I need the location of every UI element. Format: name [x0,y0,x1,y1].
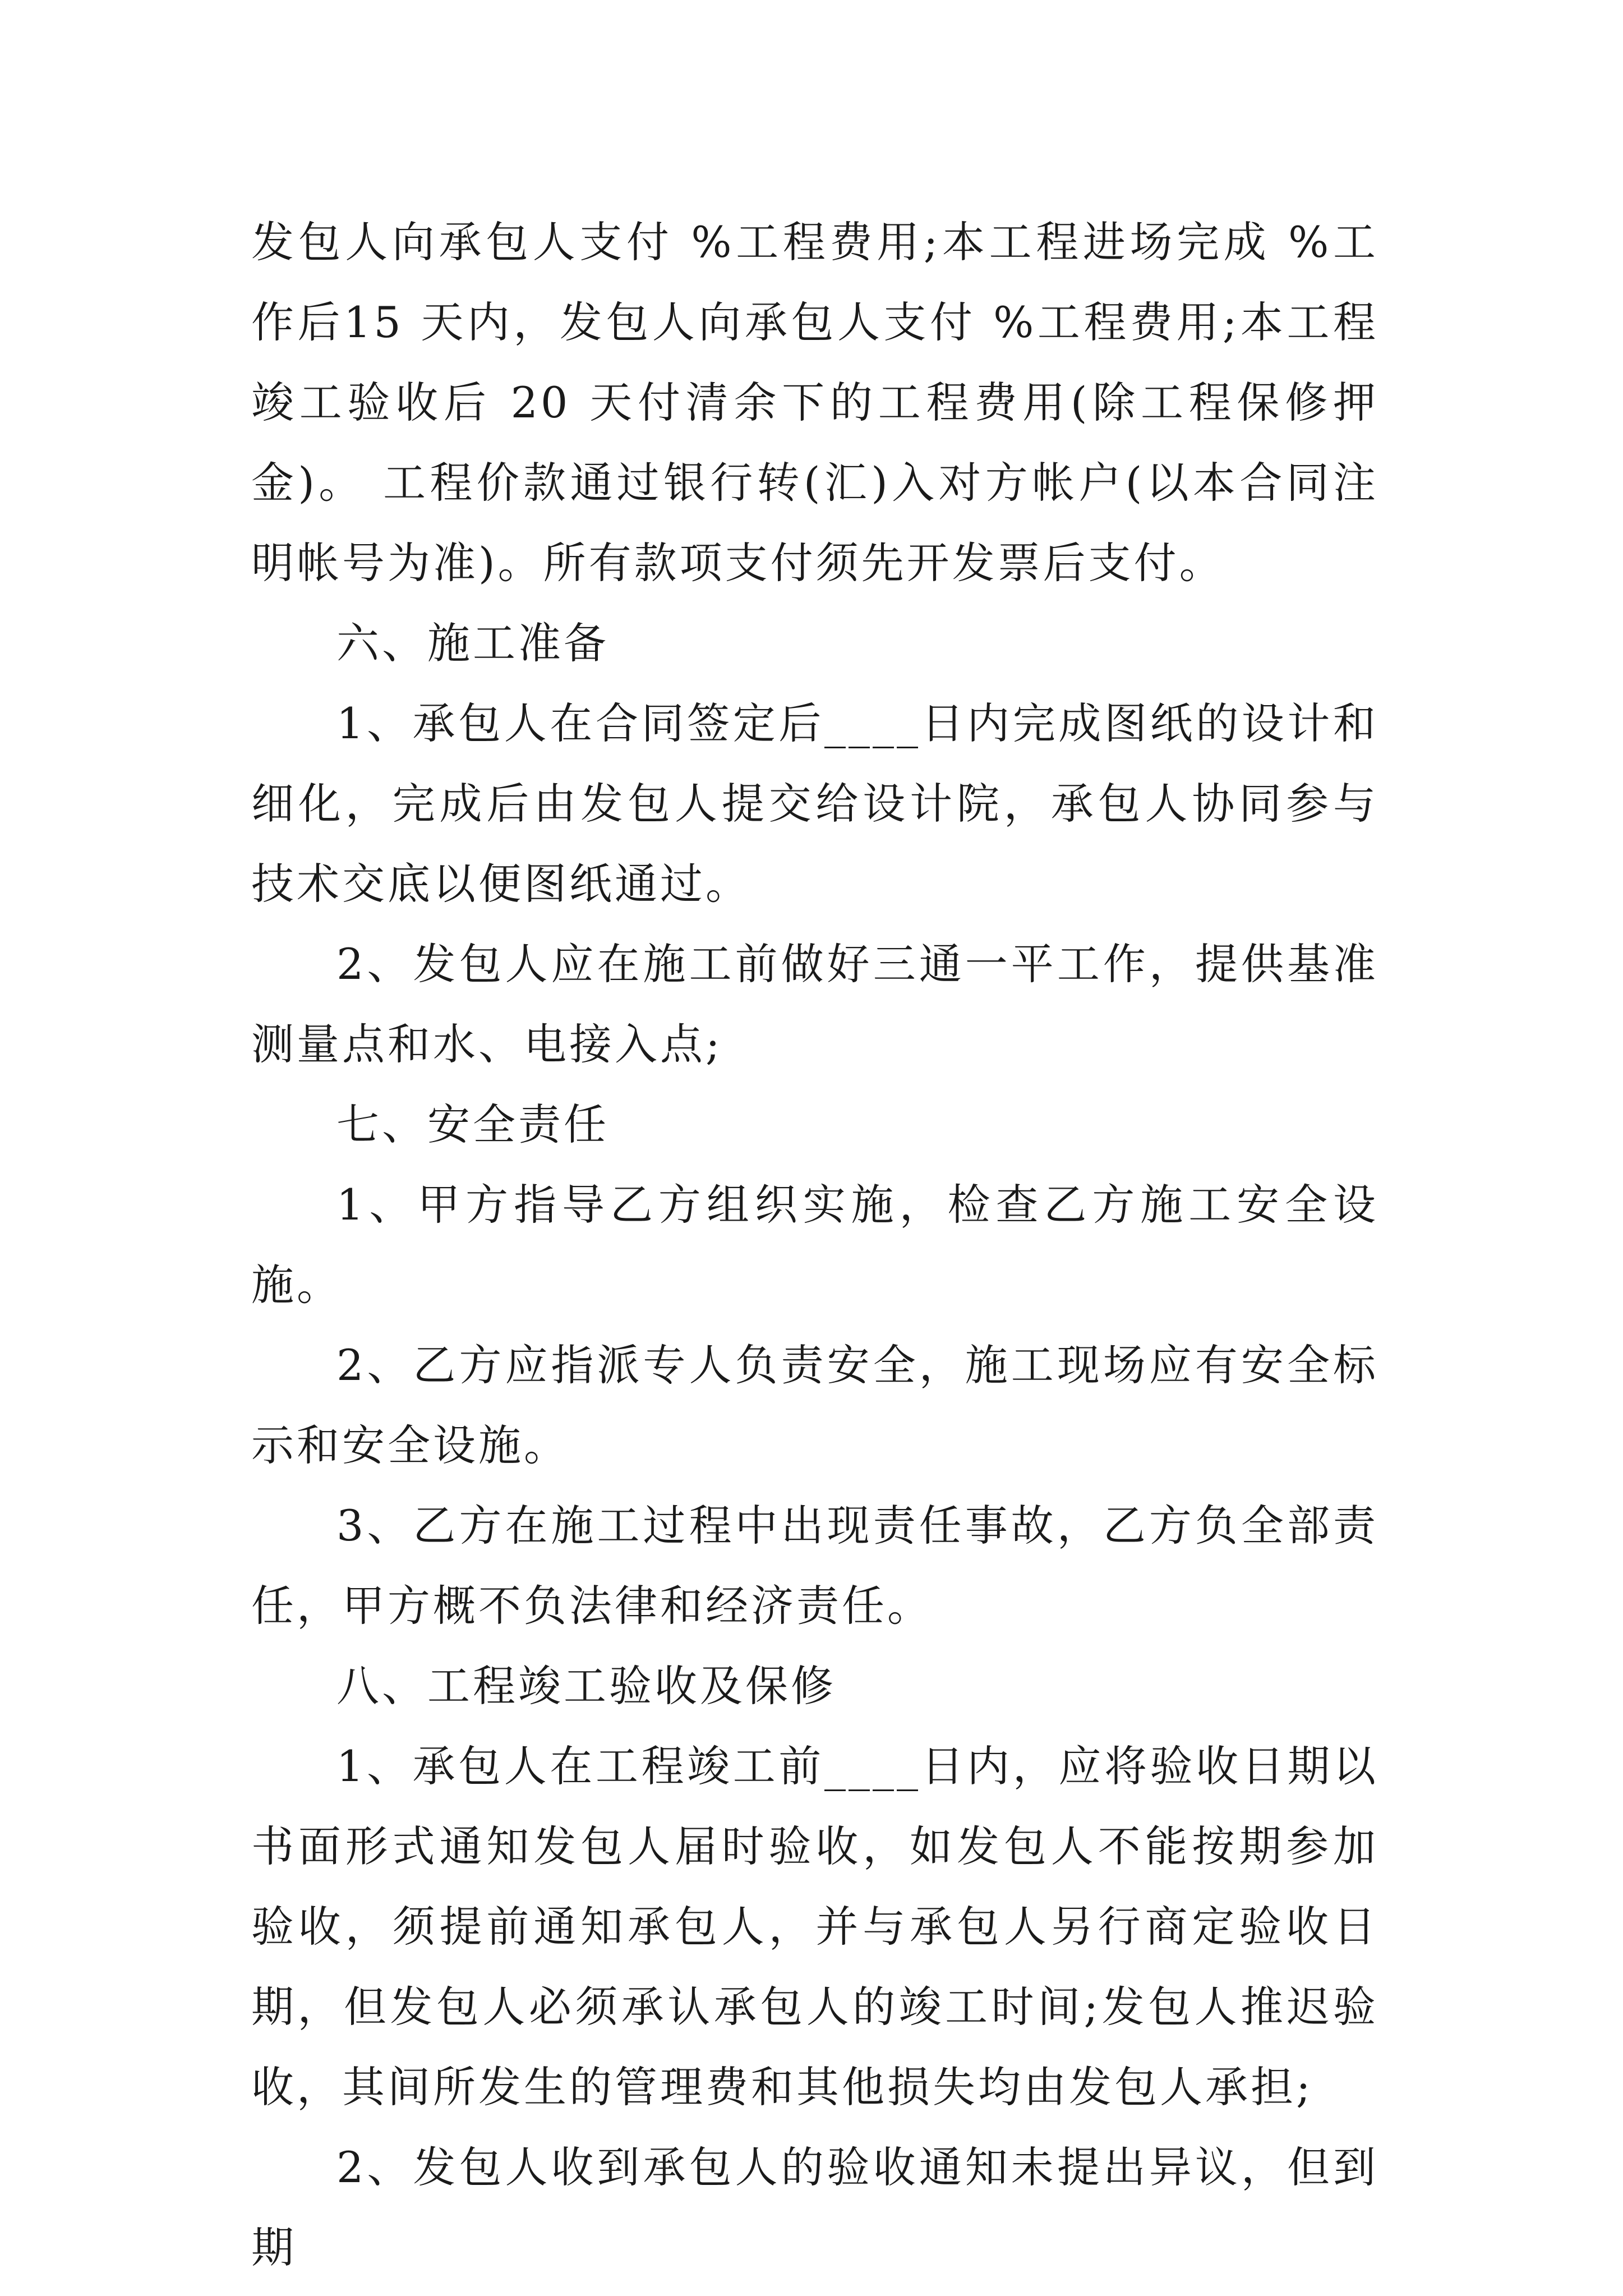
prep-clause-1: 1、承包人在合同签定后____日内完成图纸的设计和细化，完成后由发包人提交给设计院，承包人协同参与技术交底以便图纸通过。 [251,698,1378,909]
safety-clause-2: 2、乙方应指派专人负责安全，施工现场应有安全标示和安全设施。 [251,1340,1378,1470]
safety-clause-3: 3、乙方在施工过程中出现责任事故，乙方负全部责任，甲方概不负法律和经济责任。 [251,1501,1378,1631]
contract-body [251,202,1378,2288]
section-heading-safety: 七、安全责任 [336,1099,609,1149]
prep-clause-2: 2、发包人应在施工前做好三通一平工作，提供基准测量点和水、电接入点; [251,939,1378,1069]
section-heading-construction-prep: 六、施工准备 [336,618,609,668]
payment-terms-paragraph: 发包人向承包人支付 %工程费用;本工程进场完成 %工作后15 天内，发包人向承包人支付 %工程费用;本工程竣工验收后 20 天付清余下的工程费用(除工程保修押金)。 工程价款通过银行转(汇)入对方帐户(以本合同注明帐号为准)。所有款项支付须先开发票后支付。 [251,217,1378,588]
section-heading-acceptance: 八、工程竣工验收及保修 [336,1661,836,1711]
acceptance-clause-2: 2、发包人收到承包人的验收通知未提出异议，但到期 [251,2142,1378,2272]
acceptance-clause-1: 1、承包人在工程竣工前____日内，应将验收日期以书面形式通知发包人届时验收，如发包人不能按期参加验收，须提前通知承包人，并与承包人另行商定验收日期，但发包人必须承认承包人的竣工时间;发包人推迟验收，其间所发生的管理费和其他损失均由发包人承担; [251,1741,1378,2112]
safety-clause-1: 1、甲方指导乙方组织实施，检查乙方施工安全设施。 [251,1180,1378,1310]
